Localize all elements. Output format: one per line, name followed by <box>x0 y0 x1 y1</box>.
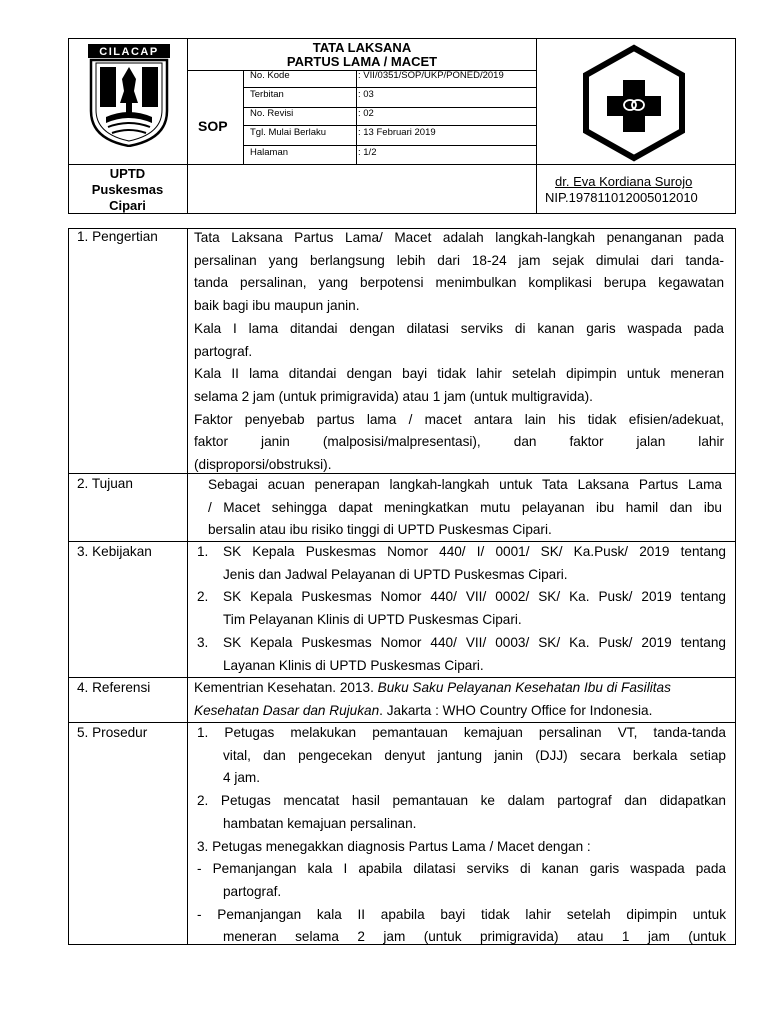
prosedur-line: 3. Petugas menegakkan diagnosis Partus Lama / Macet dengan : <box>197 838 591 854</box>
pengertian-line: partograf. <box>194 343 253 359</box>
signatory-nip: NIP.197811012005012010 <box>545 190 698 205</box>
pengertian-line: (disproporsi/obstruksi). <box>194 457 332 472</box>
meta-row-divider <box>243 87 536 88</box>
referensi-publisher: . Jakarta : WHO Country Office for Indonesia. <box>379 702 653 718</box>
tujuan-line: / Macet sehingga dapat meningkatkan mutu pelayanan ibu hamil dan ibu <box>208 499 722 515</box>
puskesmas-logo <box>578 44 690 162</box>
pengertian-line: selama 2 jam (untuk primigravida) atau 1 jam (untuk multigravida). <box>194 388 593 404</box>
meta-label-no-kode: No. Kode <box>250 70 290 81</box>
kebijakan-item-line: SK Kepala Puskesmas Nomor 440/ VII/ 0003/ SK/ Ka. Pusk/ 2019 tentang <box>223 634 726 650</box>
pengertian-line: baik bagi ibu maupun janin. <box>194 298 360 314</box>
pengertian-line: Faktor penyebab partus lama / macet antara lain his tidak efisien/adekuat, <box>194 411 724 427</box>
kebijakan-item-line: Jenis dan Jadwal Pelayanan di UPTD Puskesmas Cipari. <box>223 566 568 582</box>
prosedur-line: partograf. <box>223 883 282 899</box>
meta-label-halaman: Halaman <box>250 147 289 158</box>
prosedur-line: - Pemanjangan kala II apabila bayi tidak lahir setelah dipimpin untuk <box>197 906 726 922</box>
cilacap-logo <box>86 43 172 147</box>
prosedur-line: - Pemanjangan kala I apabila dilatasi serviks di kanan garis waspada pada <box>197 861 726 877</box>
prosedur-line: vital, dan pengecekan denyut jantung janin (DJJ) secara berkala setiap <box>223 747 726 763</box>
meta-value-no-revisi: : 02 <box>358 108 374 119</box>
meta-label-terbitan: Terbitan <box>250 89 284 100</box>
header-divider <box>243 70 244 164</box>
pengertian-line: Kala II lama ditandai dengan bayi tidak lahir setelah dipimpin untuk meneran <box>194 366 724 382</box>
logo-text: CILACAP <box>99 46 159 58</box>
referensi-line <box>194 700 724 723</box>
section-label-prosedur: 5. Prosedur <box>77 725 148 740</box>
header-divider <box>68 164 736 165</box>
meta-value-tgl: : 13 Februari 2019 <box>358 127 436 138</box>
tujuan-line: Sebagai acuan penerapan langkah-langkah untuk Tata Laksana Partus Lama <box>208 477 722 492</box>
meta-value-no-kode: : VII/0351/SOP/UKP/PONED/2019 <box>358 70 504 81</box>
referensi-author: Kementrian Kesehatan. 2013. <box>194 680 378 695</box>
pengertian-line: persalinan yang berlangsung lebih dari 18-24 jam sejak dimulai dari tanda- <box>194 252 724 268</box>
prosedur-line: meneran selama 2 jam (untuk primigravida) atau 1 jam (untuk <box>223 929 726 945</box>
pengertian-line: Tata Laksana Partus Lama/ Macet adalah langkah-langkah penanganan pada <box>194 230 724 245</box>
section-label-referensi: 4. Referensi <box>77 680 151 695</box>
kebijakan-item-number: 2. <box>197 589 209 605</box>
referensi-book-title-cont: Kesehatan Dasar dan Rujukan <box>194 702 380 718</box>
prosedur-line: hambatan kemajuan persalinan. <box>223 815 417 831</box>
content-column-divider <box>187 228 188 945</box>
prosedur-line: 1. Petugas melakukan pemantauan kemajuan persalinan VT, tanda-tanda <box>197 725 726 740</box>
org-name-line2: Puskesmas <box>91 182 164 197</box>
meta-value-terbitan: : 03 <box>358 89 374 100</box>
kebijakan-item-line: SK Kepala Puskesmas Nomor 440/ VII/ 0002/ SK/ Ka. Pusk/ 2019 tentang <box>223 589 726 605</box>
org-name-line3: Cipari <box>109 198 146 213</box>
doc-title-line1: TATA LAKSANA <box>312 40 412 55</box>
meta-row-divider <box>243 145 536 146</box>
pengertian-line: tanda persalinan, yang berpotensi menimbulkan komplikasi berupa kegawatan <box>194 275 724 291</box>
kebijakan-item-line: SK Kepala Puskesmas Nomor 440/ I/ 0001/ SK/ Ka.Pusk/ 2019 tentang <box>223 544 726 559</box>
prosedur-line: 4 jam. <box>223 770 261 786</box>
kebijakan-item-line: Tim Pelayanan Klinis di UPTD Puskesmas Cipari. <box>223 612 522 628</box>
meta-label-no-revisi: No. Revisi <box>250 108 294 119</box>
pengertian-line: faktor janin (malposisi/malpresentasi), dan faktor jalan lahir <box>194 434 724 450</box>
kebijakan-item-line: Layanan Klinis di UPTD Puskesmas Cipari. <box>223 657 484 673</box>
pengertian-line: Kala I lama ditandai dengan dilatasi serviks di kanan garis waspada pada <box>194 320 724 336</box>
sop-label: SOP <box>198 118 228 134</box>
meta-label-tgl: Tgl. Mulai Berlaku <box>250 127 327 138</box>
referensi-line <box>194 677 724 700</box>
prosedur-line: 2. Petugas mencatat hasil pemantauan ke dalam partograf dan didapatkan <box>197 793 726 809</box>
section-label-pengertian: 1. Pengertian <box>77 229 158 244</box>
doc-title-line2: PARTUS LAMA / MACET <box>286 54 438 69</box>
meta-row-divider <box>243 125 536 126</box>
header-divider <box>536 38 537 214</box>
kebijakan-item-number: 1. <box>197 544 209 559</box>
org-name-line1: UPTD <box>109 166 146 181</box>
signatory-name: dr. Eva Kordiana Surojo <box>555 174 693 189</box>
section-label-kebijakan: 3. Kebijakan <box>77 544 152 559</box>
meta-value-halaman: : 1/2 <box>358 147 377 158</box>
tujuan-line: bersalin atau ibu risiko tinggi di UPTD Puskesmas Cipari. <box>208 522 552 538</box>
kebijakan-item-number: 3. <box>197 634 209 650</box>
section-label-tujuan: 2. Tujuan <box>77 476 133 491</box>
referensi-book-title: Buku Saku Pelayanan Kesehatan Ibu di Fasilitas <box>377 680 671 695</box>
header-divider <box>356 70 357 164</box>
